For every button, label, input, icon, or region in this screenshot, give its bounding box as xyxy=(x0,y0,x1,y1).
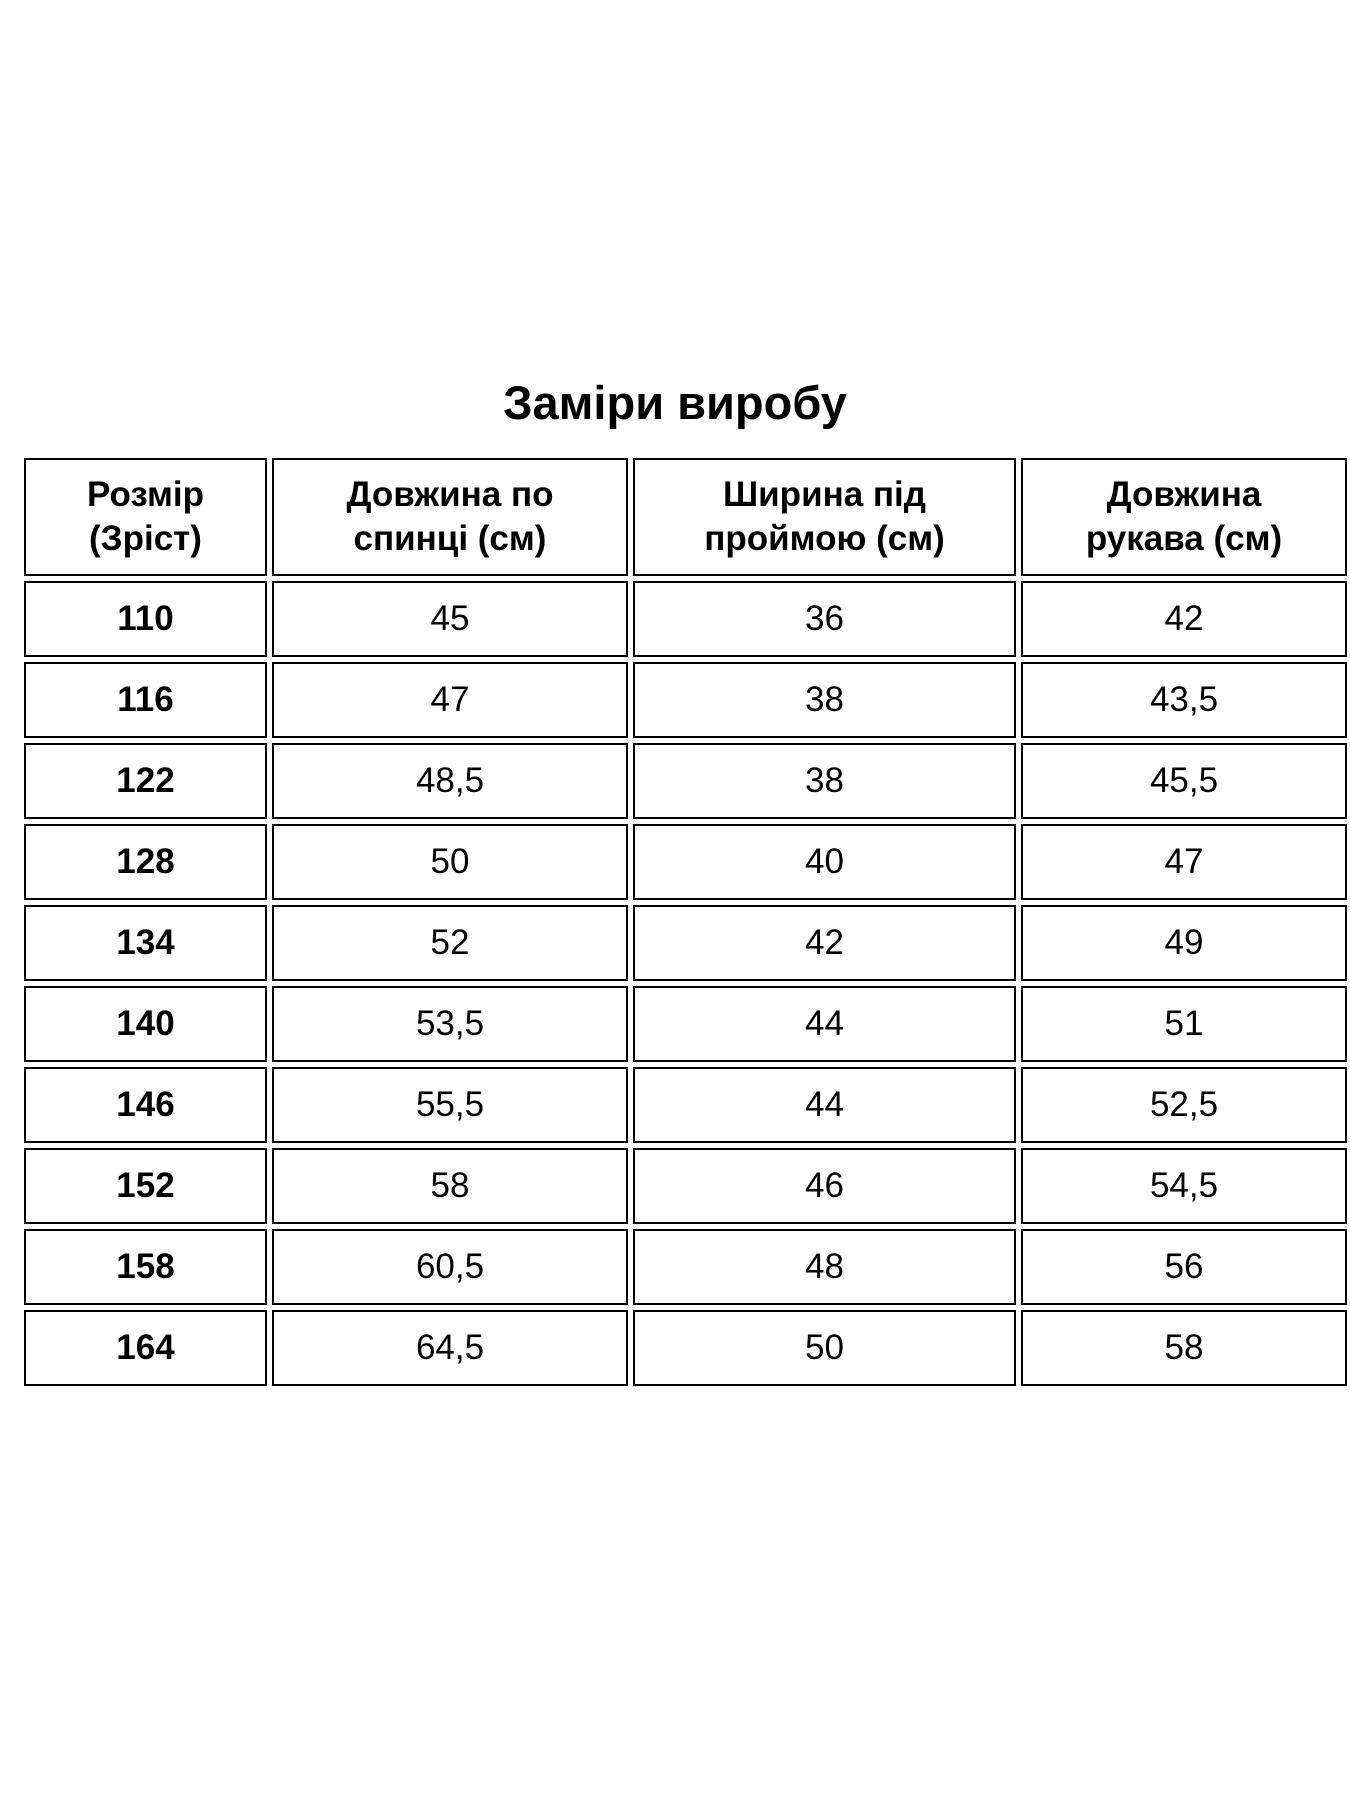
sleeve-length-cell: 56 xyxy=(1021,1229,1347,1305)
back-length-cell: 48,5 xyxy=(272,743,628,819)
header-line: Ширина під xyxy=(723,475,926,514)
table-row xyxy=(24,1148,1347,1224)
table-row xyxy=(24,1229,1347,1305)
size-cell: 140 xyxy=(24,986,267,1062)
back-length-cell: 47 xyxy=(272,662,628,738)
sleeve-length-cell: 51 xyxy=(1021,986,1347,1062)
header-size xyxy=(24,458,267,576)
table-row xyxy=(24,581,1347,657)
table-body xyxy=(24,581,1347,1386)
size-cell: 146 xyxy=(24,1067,267,1143)
underarm-width-cell: 42 xyxy=(633,905,1016,981)
header-line: рукава (см) xyxy=(1085,519,1283,558)
size-table xyxy=(19,453,1350,1391)
underarm-width-cell: 38 xyxy=(633,662,1016,738)
header-sleeve-length xyxy=(1021,458,1347,576)
back-length-cell: 60,5 xyxy=(272,1229,628,1305)
sleeve-length-cell: 54,5 xyxy=(1021,1148,1347,1224)
table-header-row xyxy=(24,458,1347,576)
page-title: Заміри виробу xyxy=(503,376,847,429)
size-cell: 128 xyxy=(24,824,267,900)
table-row xyxy=(24,1310,1347,1386)
back-length-cell: 45 xyxy=(272,581,628,657)
header-line: Довжина по xyxy=(346,475,554,514)
header-back-length xyxy=(272,458,628,576)
back-length-cell: 64,5 xyxy=(272,1310,628,1386)
underarm-width-cell: 40 xyxy=(633,824,1016,900)
sleeve-length-cell: 47 xyxy=(1021,824,1347,900)
table-row xyxy=(24,1067,1347,1143)
underarm-width-cell: 48 xyxy=(633,1229,1016,1305)
header-line: проймою (см) xyxy=(704,519,945,558)
size-cell: 122 xyxy=(24,743,267,819)
size-cell: 116 xyxy=(24,662,267,738)
back-length-cell: 55,5 xyxy=(272,1067,628,1143)
size-cell: 134 xyxy=(24,905,267,981)
size-cell: 152 xyxy=(24,1148,267,1224)
header-underarm-width xyxy=(633,458,1016,576)
sleeve-length-cell: 42 xyxy=(1021,581,1347,657)
table-row xyxy=(24,905,1347,981)
sleeve-length-cell: 45,5 xyxy=(1021,743,1347,819)
header-line: Довжина xyxy=(1106,475,1262,514)
underarm-width-cell: 44 xyxy=(633,986,1016,1062)
size-cell: 158 xyxy=(24,1229,267,1305)
table-row xyxy=(24,743,1347,819)
underarm-width-cell: 36 xyxy=(633,581,1016,657)
sleeve-length-cell: 58 xyxy=(1021,1310,1347,1386)
back-length-cell: 53,5 xyxy=(272,986,628,1062)
table-row xyxy=(24,824,1347,900)
sleeve-length-cell: 52,5 xyxy=(1021,1067,1347,1143)
underarm-width-cell: 46 xyxy=(633,1148,1016,1224)
back-length-cell: 58 xyxy=(272,1148,628,1224)
table-row xyxy=(24,662,1347,738)
back-length-cell: 50 xyxy=(272,824,628,900)
underarm-width-cell: 50 xyxy=(633,1310,1016,1386)
back-length-cell: 52 xyxy=(272,905,628,981)
size-cell: 164 xyxy=(24,1310,267,1386)
underarm-width-cell: 44 xyxy=(633,1067,1016,1143)
underarm-width-cell: 38 xyxy=(633,743,1016,819)
size-cell: 110 xyxy=(24,581,267,657)
header-line: Розмір xyxy=(87,475,204,514)
sleeve-length-cell: 43,5 xyxy=(1021,662,1347,738)
sleeve-length-cell: 49 xyxy=(1021,905,1347,981)
header-line: (Зріст) xyxy=(89,519,202,558)
table-row xyxy=(24,986,1347,1062)
header-line: спинці (см) xyxy=(353,519,547,558)
